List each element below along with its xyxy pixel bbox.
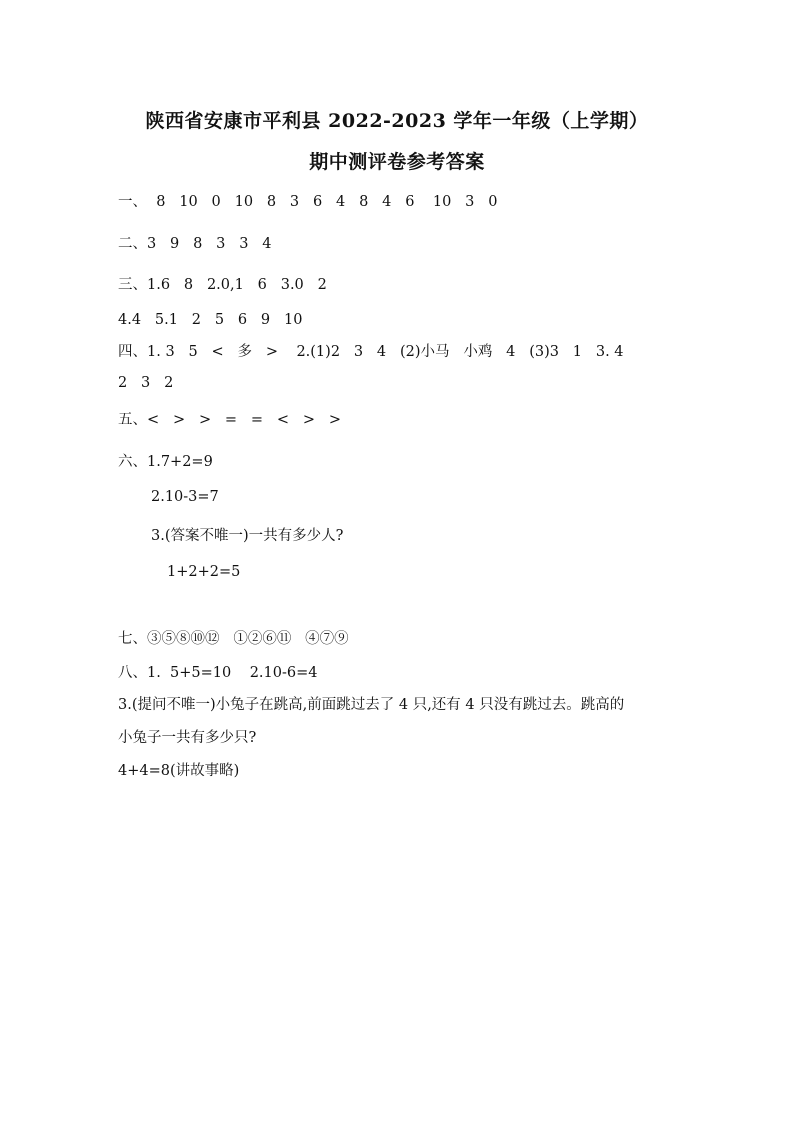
answer-section-6: 六、1.7+2=9 — [118, 454, 213, 470]
answer-section-8: 八、1. 5+5=10 2.10-6=4 — [118, 665, 318, 681]
answer-section-8-item-3: 3.(提问不唯一)小兔子在跳高,前面跳过去了 4 只,还有 4 只没有跳过去。跳高的 — [118, 697, 625, 713]
answer-section-7: 七、③⑤⑧⑩⑫ ①②⑥⑪ ④⑦⑨ — [118, 631, 349, 647]
answer-section-4-cont: 2 3 2 — [118, 375, 174, 391]
answer-section-4: 四、1. 3 5 < 多 > 2.(1)2 3 4 (2)小马 小鸡 4 (3)3 1 3. 4 — [118, 344, 624, 360]
answer-section-6-item-3: 3.(答案不唯一)一共有多少人? — [151, 528, 344, 544]
answer-section-3-cont: 4.4 5.1 2 5 6 9 10 — [118, 312, 303, 328]
answer-section-6-item-2: 2.10-3=7 — [151, 489, 219, 505]
answer-section-1: 一、 8 10 0 10 8 3 6 4 8 4 6 10 3 0 — [118, 194, 498, 210]
document-title: 陕西省安康市平利县 2022-2023 学年一年级（上学期） — [145, 110, 649, 132]
answer-section-5: 五、< > > = = < > > — [118, 412, 341, 428]
answer-section-8-item-3-cont: 小兔子一共有多少只? — [118, 730, 257, 746]
answer-section-6-item-3-equation: 1+2+2=5 — [167, 564, 241, 580]
document-subtitle: 期中测评卷参考答案 — [309, 151, 485, 173]
answer-section-3: 三、1.6 8 2.0,1 6 3.0 2 — [118, 277, 327, 293]
answer-section-2: 二、3 9 8 3 3 4 — [118, 236, 272, 252]
answer-section-8-equation: 4+4=8(讲故事略) — [118, 763, 240, 779]
